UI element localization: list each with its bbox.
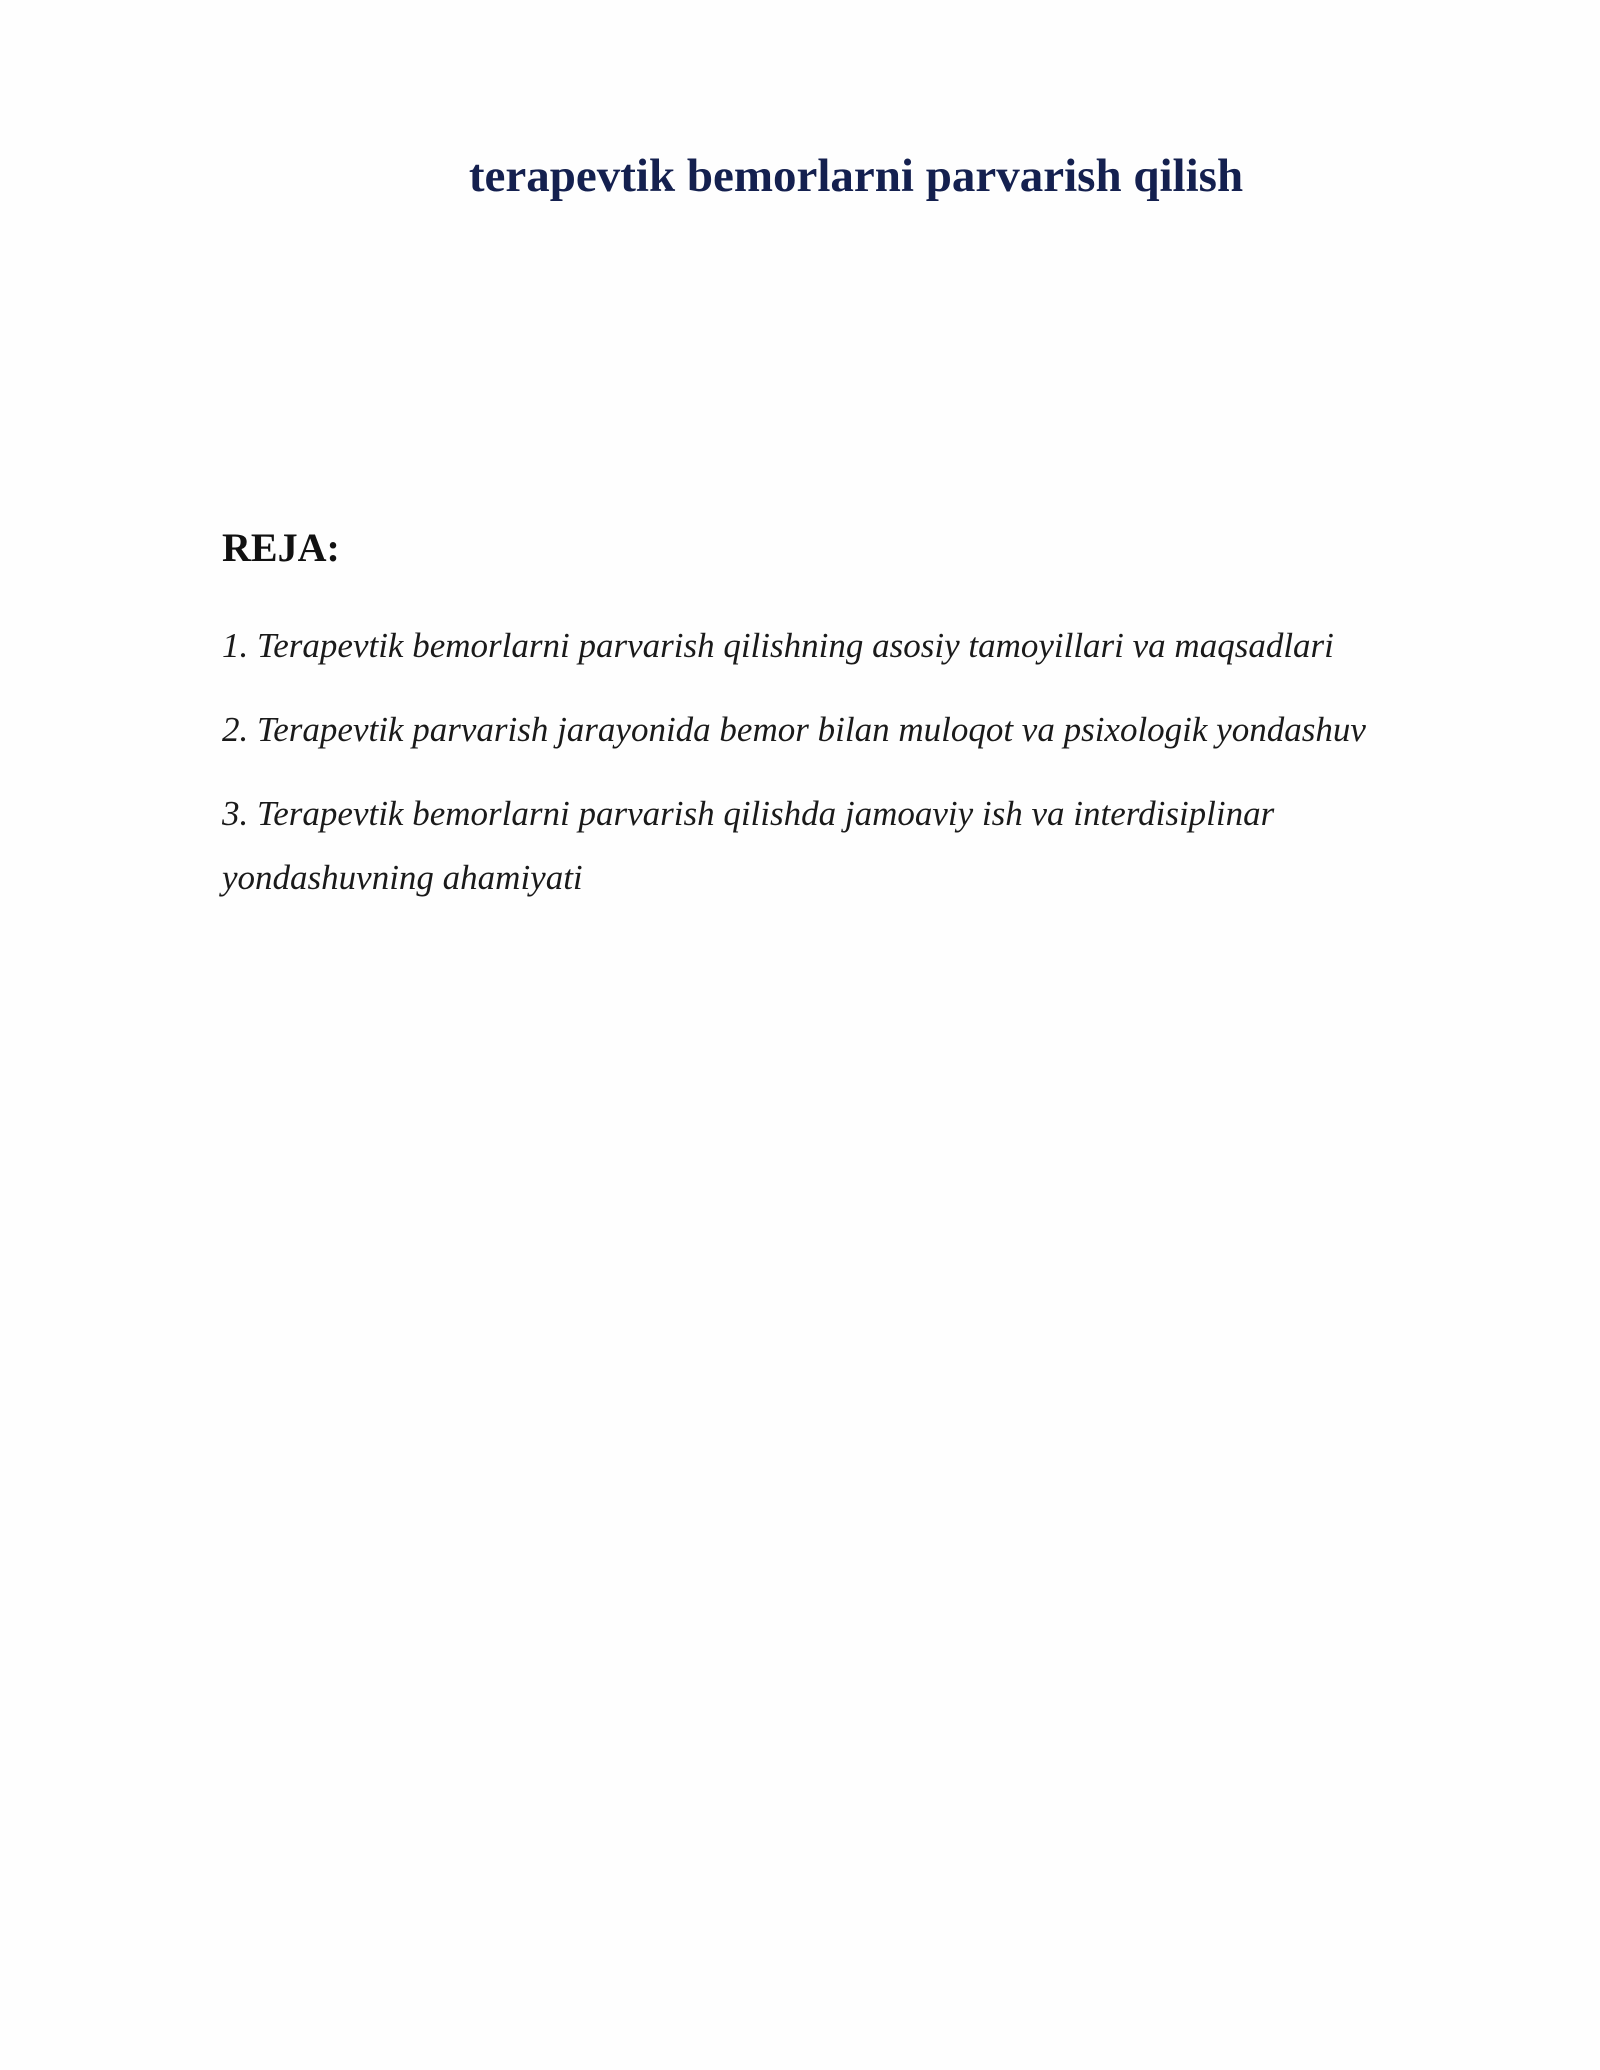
- plan-item-2: 2. Terapevtik parvarish jarayonida bemor bilan muloqot va psixologik yondashuv: [222, 710, 1366, 749]
- plan-heading: REJA:: [222, 525, 340, 570]
- document-title: terapevtik bemorlarni parvarish qilish: [468, 150, 1244, 202]
- plan-list: [222, 614, 1482, 930]
- plan-item-3: 3. Terapevtik bemorlarni parvarish qilishda jamoaviy ish va interdisiplinar yondashuvning ahamiyati: [222, 794, 1275, 897]
- plan-item-1: 1. Terapevtik bemorlarni parvarish qilishning asosiy tamoyillari va maqsadlari: [222, 626, 1334, 665]
